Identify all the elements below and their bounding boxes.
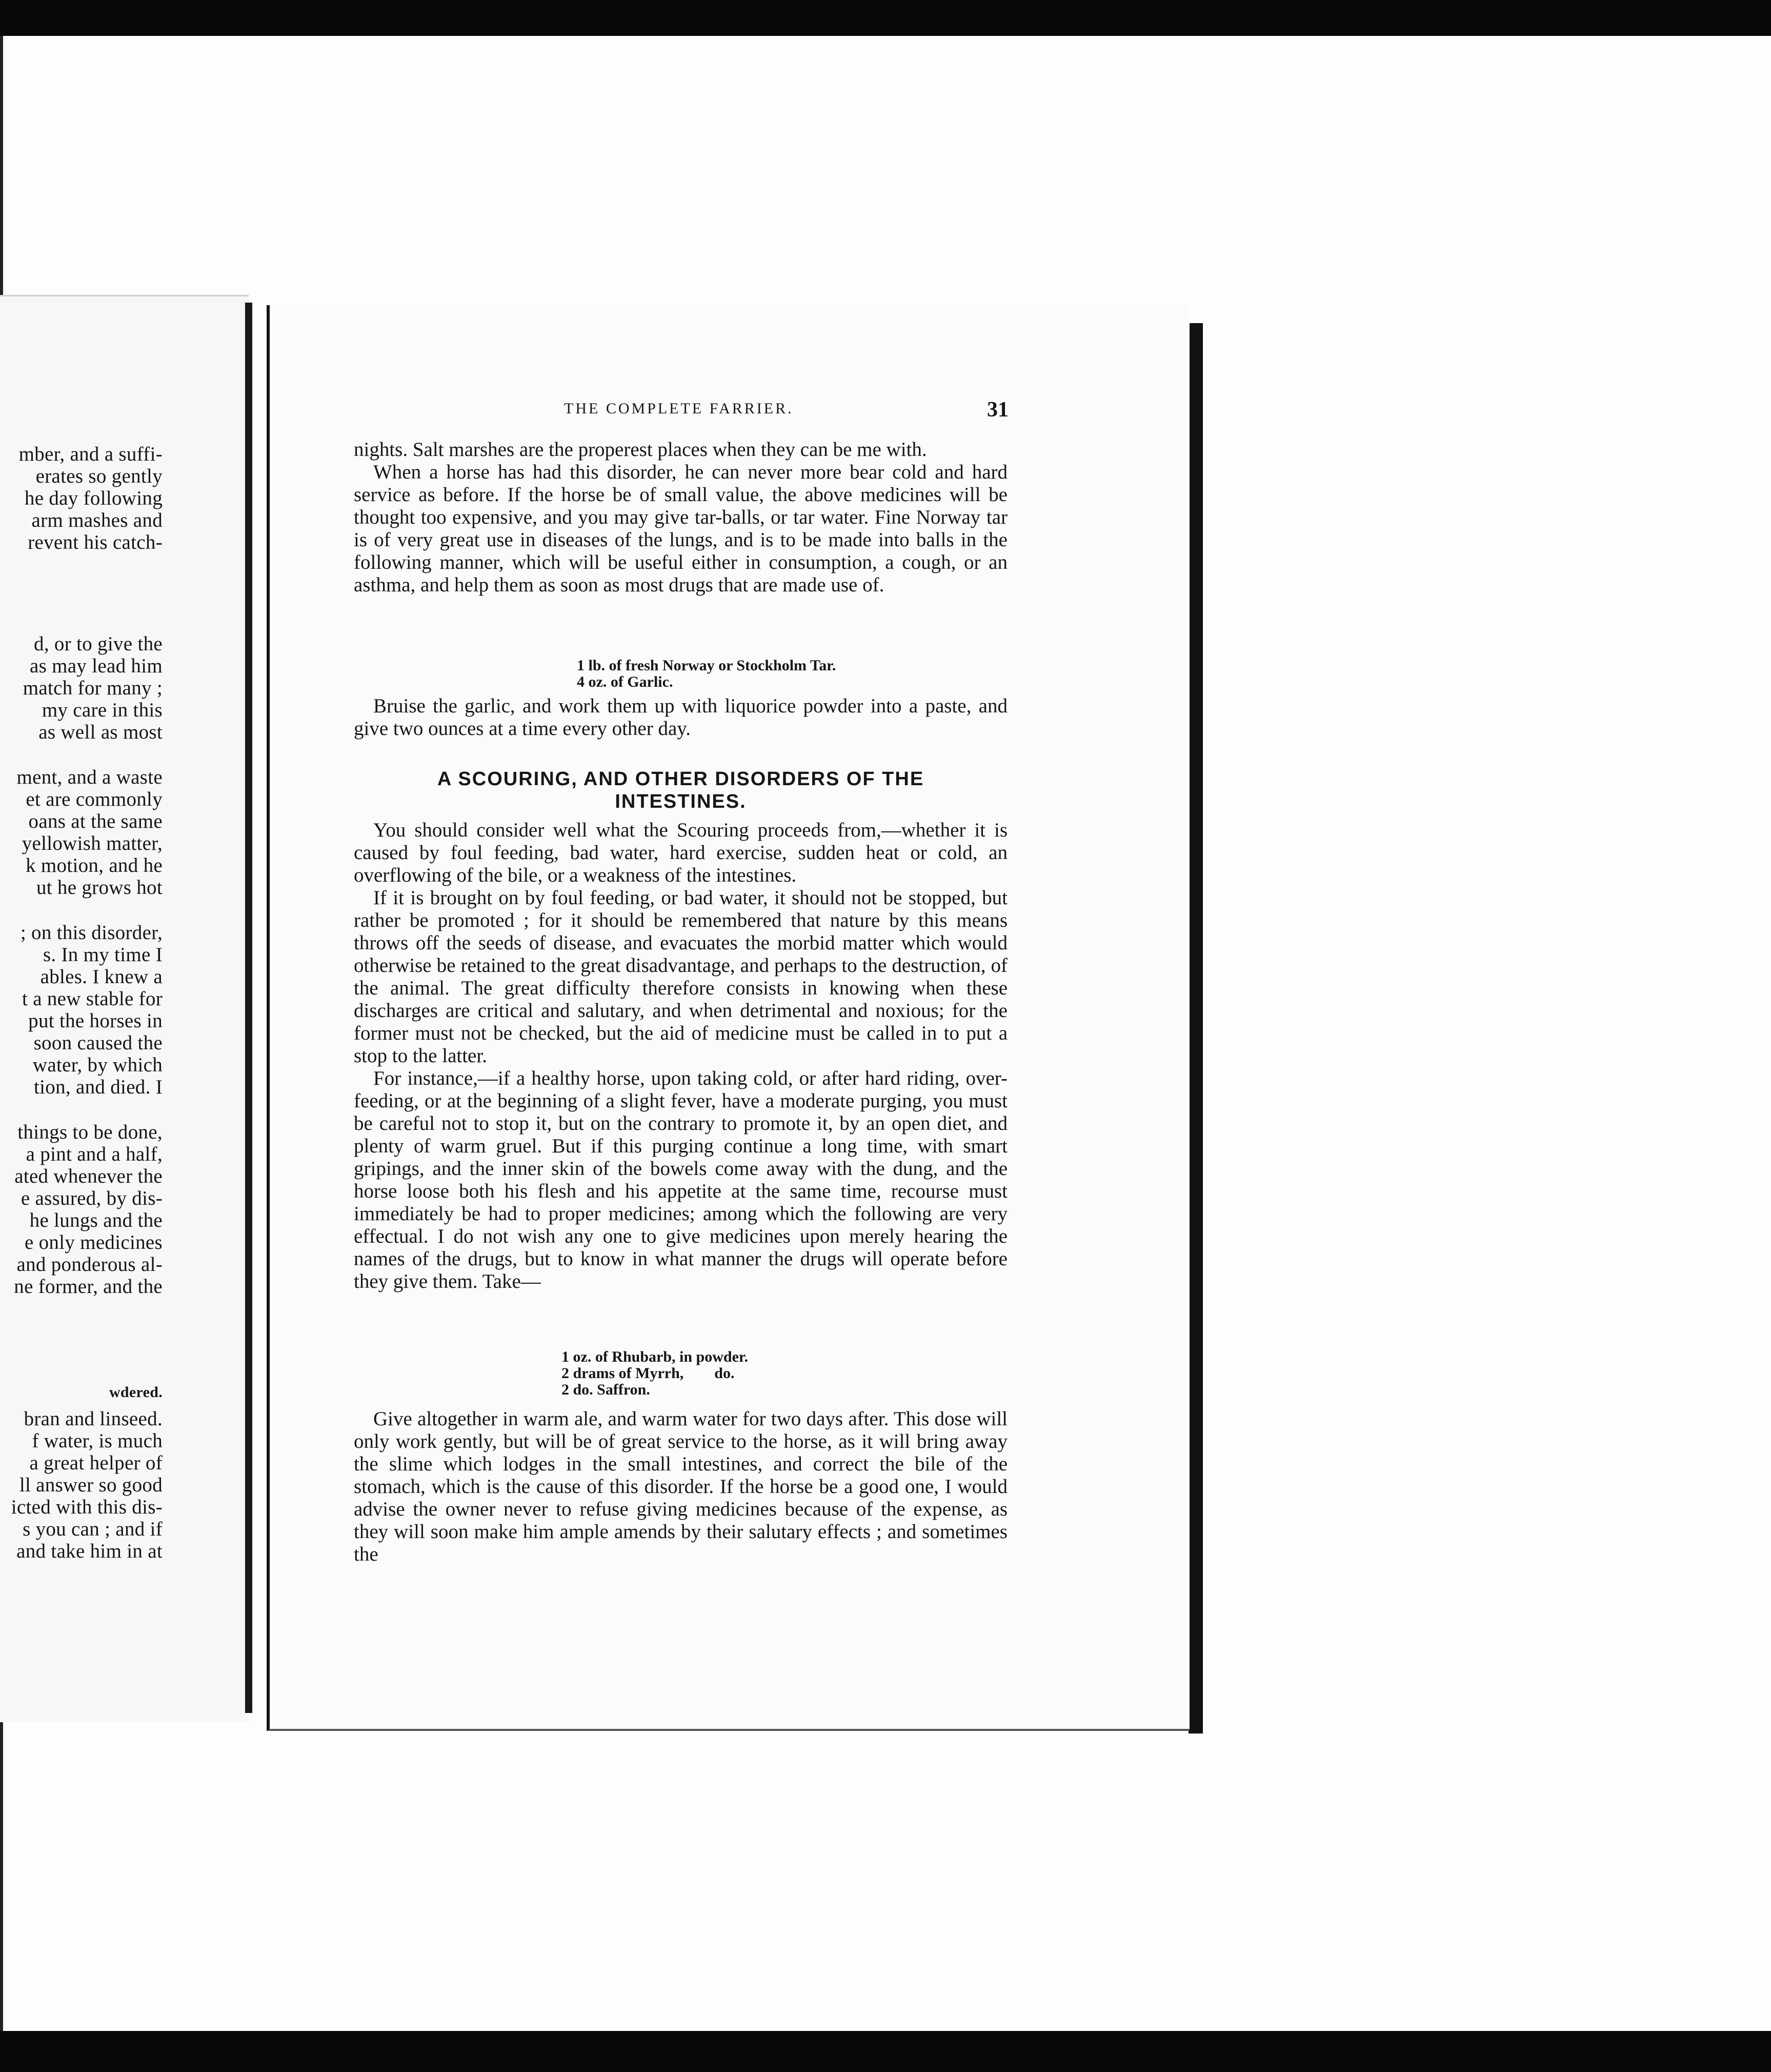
section-heading-line-2: INTESTINES. bbox=[615, 791, 747, 812]
left-page-line: bran and linseed. bbox=[24, 1408, 163, 1430]
left-page-line: a great helper of bbox=[29, 1452, 163, 1474]
book-gutter bbox=[245, 303, 252, 1713]
paragraph: For instance,—if a healthy horse, upon taking cold, or after hard riding, over-feeding, or at the beginning of a slight fever, have a moderate purging, you must be careful not to stop it, but on the contrary to promote it, by an open diet, and plenty of warm gruel. But if this purging continue a long time, with smart gripings, and the inner skin of the bowels come away with the dung, and the horse loose both his flesh and his appetite at the same time, recourse must immediately be had to proper medicines; among which the following are very effectual. I do not wish any one to give medicines upon merely hearing the names of the drugs, but to know in what manner the drugs will operate before they give them. Take— bbox=[354, 1067, 1008, 1292]
left-page-line: put the horses in bbox=[28, 1010, 163, 1032]
recipe-line: 1 oz. of Rhubarb, in powder. bbox=[561, 1348, 748, 1365]
text-block-bruise bbox=[354, 695, 1008, 740]
left-page-line: wdered. bbox=[109, 1384, 163, 1401]
left-page-line: ll answer so good bbox=[19, 1474, 163, 1496]
left-page-line: ables. I knew a bbox=[40, 966, 163, 988]
left-page-line: f water, is much bbox=[32, 1430, 163, 1452]
left-page-line: ut he grows hot bbox=[36, 876, 163, 899]
left-page-line: he lungs and the bbox=[29, 1209, 163, 1231]
paragraph: When a horse has had this disorder, he can never more bear cold and hard service as before. If the horse be of small value, the above medicines will be thought too expensive, and you may give tar-balls, or tar water. Fine Norway tar is of very great use in diseases of the lungs, and is to be made into balls in the following manner, which will be useful either in consumption, a cough, or an asthma, and help them as soon as most drugs that are made use of. bbox=[354, 461, 1008, 596]
left-page-line: oans at the same bbox=[28, 810, 163, 832]
left-page-line: and ponderous al- bbox=[16, 1253, 163, 1276]
text-block-top bbox=[354, 439, 1008, 596]
recipe-line: 4 oz. of Garlic. bbox=[577, 673, 673, 690]
recipe-line: 1 lb. of fresh Norway or Stockholm Tar. bbox=[577, 657, 836, 674]
left-page-line: icted with this dis- bbox=[11, 1496, 163, 1518]
left-page-line: ment, and a waste bbox=[16, 766, 163, 788]
left-page-line: yellowish matter, bbox=[22, 832, 163, 854]
left-page-line: d, or to give the bbox=[34, 633, 163, 655]
recipe-line: 2 drams of Myrrh, do. bbox=[561, 1365, 735, 1382]
left-page-line: ne former, and the bbox=[14, 1276, 163, 1298]
left-page-line: a pint and a half, bbox=[26, 1143, 163, 1165]
page-number: 31 bbox=[987, 398, 1009, 422]
running-head: THE COMPLETE FARRIER. bbox=[564, 400, 794, 417]
left-page-line: et are commonly bbox=[26, 788, 163, 810]
left-page-line: ; on this disorder, bbox=[20, 922, 163, 944]
text-block-main bbox=[354, 819, 1008, 1293]
left-page-line: he day following bbox=[24, 487, 163, 509]
left-page-line: my care in this bbox=[42, 699, 163, 721]
left-page-line: k motion, and he bbox=[26, 854, 163, 876]
scan-frame-top bbox=[0, 0, 1771, 36]
left-page-line: soon caused the bbox=[33, 1032, 163, 1054]
left-page-line: e only medicines bbox=[24, 1231, 163, 1253]
left-page-line: as may lead him bbox=[29, 655, 163, 677]
left-page-line: water, by which bbox=[32, 1054, 163, 1076]
paragraph: Give altogether in warm ale, and warm water for two days after. This dose will only work gently, but will be of great service to the horse, as it will bring away the slime which lodges in the small intestines, and correct the bile of the stomach, which is the cause of this disorder. If the horse be a good one, I would advise the owner never to refuse giving medicines because of the expense, as they will soon make him ample amends by their salutary effects ; and sometimes the bbox=[354, 1408, 1008, 1565]
section-heading-line-1: A SCOURING, AND OTHER DISORDERS OF THE bbox=[437, 768, 924, 790]
left-page-line: t a new stable for bbox=[22, 988, 163, 1010]
left-page-line: mber, and a suffi- bbox=[18, 443, 163, 465]
left-page-line: and take him in at bbox=[16, 1540, 163, 1562]
left-page-line: ated whenever the bbox=[14, 1165, 163, 1187]
left-page-line: tion, and died. I bbox=[34, 1076, 163, 1098]
page-edge-shadow bbox=[1189, 323, 1203, 1734]
left-page-line: s you can ; and if bbox=[23, 1518, 163, 1540]
paragraph: If it is brought on by foul feeding, or bad water, it should not be stopped, but rather be promoted ; for it should be remembered that nature by this means throws off the seeds of disease, and evacuates the morbid matter which would otherwise be retained to the great disadvantage, and perhaps to the destruction, of the animal. The great difficulty therefore consists in knowing when these discharges are critical and salutary, and when detrimental and noxious; for the former must not be checked, but the aid of medicine must be called in to put a stop to the latter. bbox=[354, 887, 1008, 1067]
paragraph: Bruise the garlic, and work them up with liquorice powder into a paste, and give two ounces at a time every other day. bbox=[354, 695, 1008, 740]
left-page-line: e assured, by dis- bbox=[21, 1187, 163, 1209]
left-page-line: match for many ; bbox=[23, 677, 163, 699]
left-page bbox=[0, 295, 249, 1722]
scan-frame-bottom bbox=[0, 2031, 1771, 2072]
paragraph: You should consider well what the Scouring proceeds from,—whether it is caused by foul feeding, bad water, hard exercise, sudden heat or cold, an overflowing of the bile, or a weakness of the intestines. bbox=[354, 819, 1008, 886]
left-page-line: arm mashes and bbox=[31, 509, 163, 531]
left-page-line: things to be done, bbox=[17, 1121, 163, 1143]
left-page-line: erates so gently bbox=[35, 465, 163, 487]
left-page-line: as well as most bbox=[38, 721, 163, 743]
left-page-line: s. In my time I bbox=[43, 944, 163, 966]
left-page-line: revent his catch- bbox=[28, 531, 163, 553]
recipe-line: 2 do. Saffron. bbox=[561, 1381, 650, 1398]
text-block-bottom bbox=[354, 1408, 1008, 1566]
paragraph: nights. Salt marshes are the properest places when they can be me with. bbox=[354, 439, 927, 461]
